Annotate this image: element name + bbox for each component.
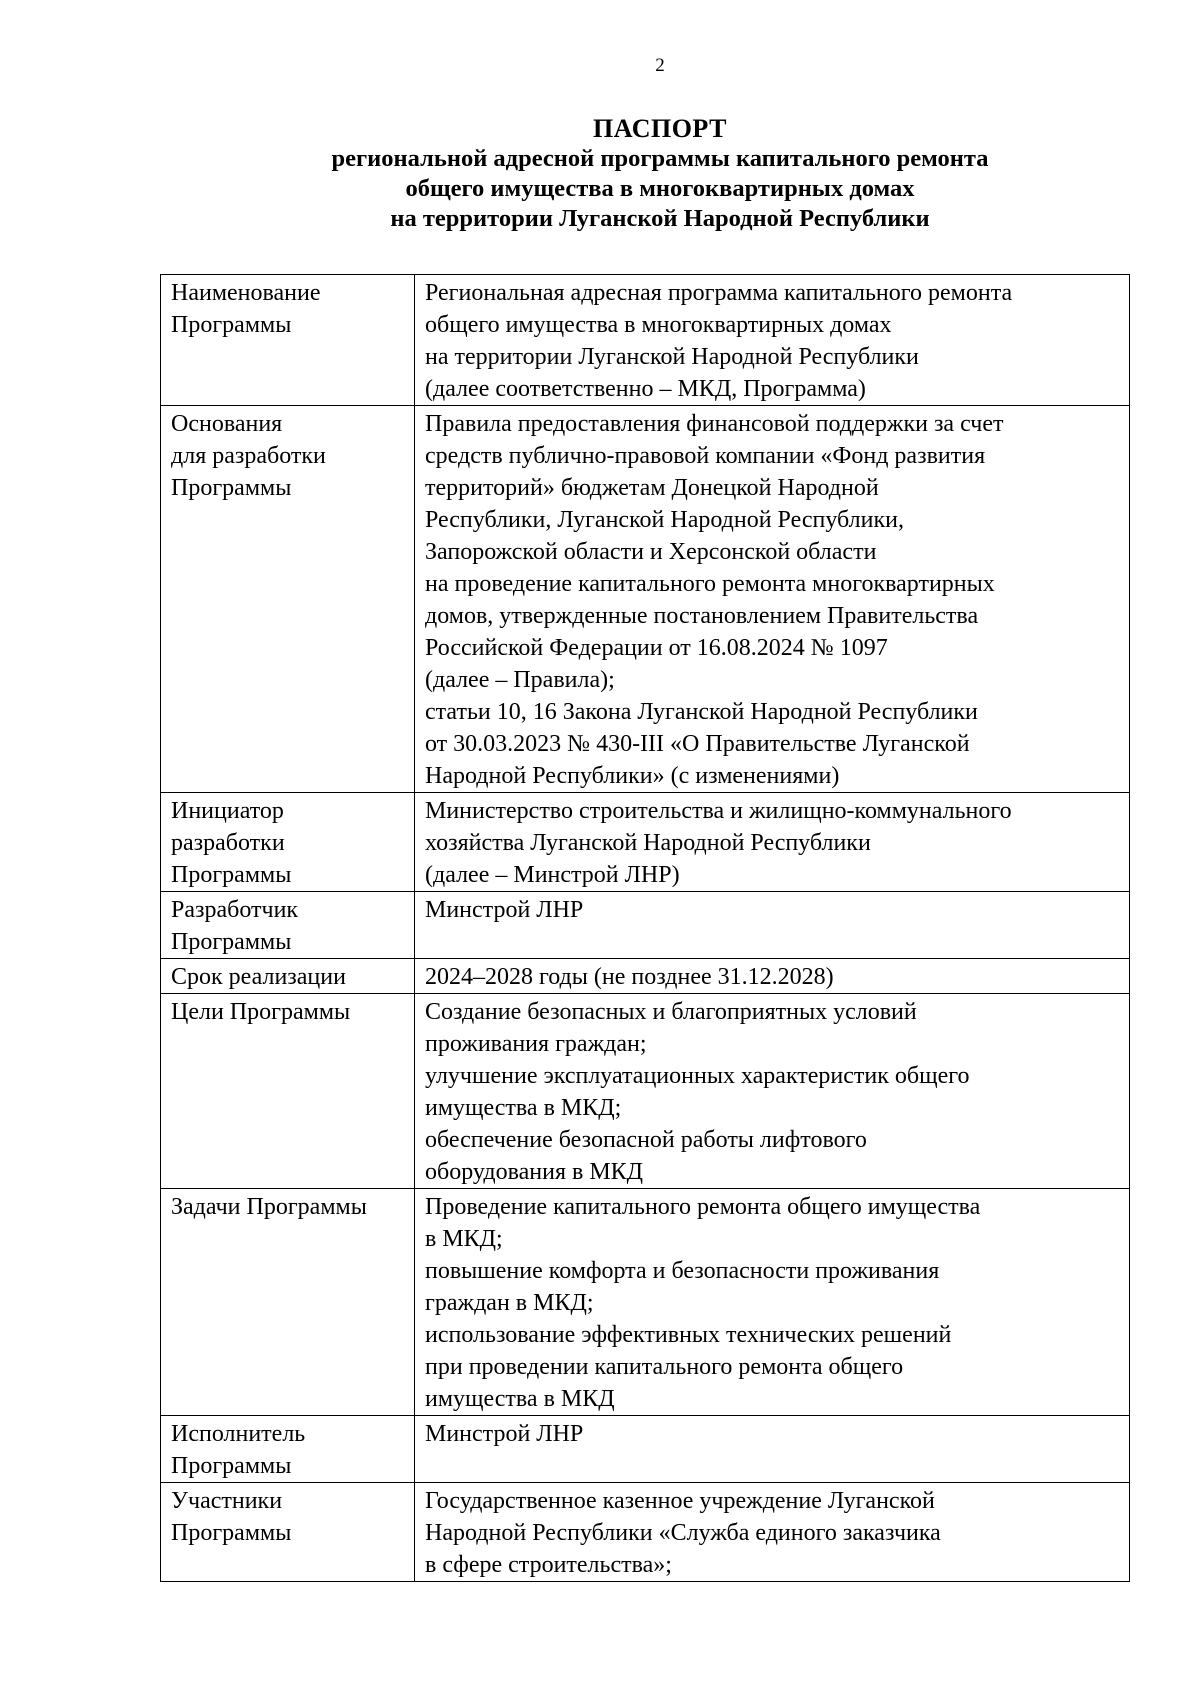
row-label-line: Программы: [171, 1453, 292, 1479]
row-value-line: граждан в МКД;: [425, 1290, 594, 1316]
row-value-cell: [415, 275, 1130, 406]
passport-row: [161, 406, 1130, 793]
passport-row: [161, 1483, 1130, 1582]
row-label-cell: [161, 1416, 415, 1483]
row-value-cell: [415, 793, 1130, 892]
row-value-line: хозяйства Луганской Народной Республики: [425, 830, 871, 856]
row-value-cell: [415, 1416, 1130, 1483]
row-label-cell: [161, 1483, 415, 1582]
row-value-line: территорий» бюджетам Донецкой Народной: [425, 475, 879, 501]
row-value-line: повышение комфорта и безопасности проживания: [425, 1258, 940, 1284]
row-label-line: Исполнитель: [171, 1421, 306, 1447]
row-label-line: для разработки: [171, 443, 326, 469]
row-value-line: улучшение эксплуатационных характеристик общего: [425, 1063, 970, 1089]
document-title: [0, 114, 1200, 234]
row-value-line: общего имущества в многоквартирных домах: [425, 312, 892, 338]
row-label-cell: [161, 892, 415, 959]
row-value-line: Запорожской области и Херсонской области: [425, 539, 877, 565]
row-label-cell: [161, 793, 415, 892]
title-line: на территории Луганской Народной Республики: [390, 205, 930, 232]
passport-table: [160, 274, 1130, 1582]
row-value-line: Правила предоставления финансовой поддержки за счет: [425, 411, 1004, 437]
row-value-line: Создание безопасных и благоприятных условий: [425, 999, 917, 1025]
row-value-line: Государственное казенное учреждение Луганской: [425, 1488, 935, 1514]
row-value-line: Минстрой ЛНР: [425, 1421, 584, 1447]
row-value-cell: [415, 406, 1130, 793]
row-value-cell: [415, 892, 1130, 959]
row-value-line: проживания граждан;: [425, 1031, 647, 1057]
title-heading: ПАСПОРТ: [593, 114, 727, 143]
row-value-line: Народной Республики» (с изменениями): [425, 763, 840, 789]
row-value-line: в сфере строительства»;: [425, 1552, 672, 1578]
row-value-line: средств публично-правовой компании «Фонд развития: [425, 443, 986, 469]
row-value-line: Проведение капитального ремонта общего имущества: [425, 1194, 981, 1220]
page-number: 2: [655, 55, 665, 76]
row-label-line: Инициатор: [171, 798, 284, 824]
row-label-cell: [161, 1189, 415, 1416]
row-value-line: оборудования в МКД: [425, 1159, 644, 1185]
row-value-line: на проведение капитального ремонта многоквартирных: [425, 571, 995, 597]
title-line: общего имущества в многоквартирных домах: [405, 175, 915, 202]
row-label-line: Задачи Программы: [171, 1194, 367, 1220]
row-value-cell: [415, 994, 1130, 1189]
row-label-line: Наименование: [171, 280, 321, 306]
passport-row: [161, 275, 1130, 406]
row-value-line: использование эффективных технических решений: [425, 1322, 952, 1348]
row-label-cell: [161, 994, 415, 1189]
row-label-line: Разработчик: [171, 897, 299, 923]
row-label-line: Основания: [171, 411, 283, 437]
row-label-cell: [161, 959, 415, 994]
row-value-line: Министерство строительства и жилищно-коммунального: [425, 798, 1012, 824]
row-value-line: имущества в МКД: [425, 1386, 615, 1412]
row-label-line: Цели Программы: [171, 999, 351, 1025]
passport-row: [161, 959, 1130, 994]
row-label-cell: [161, 275, 415, 406]
row-value-line: от 30.03.2023 № 430-III «О Правительстве Луганской: [425, 731, 970, 757]
passport-row: [161, 1416, 1130, 1483]
row-value-line: (далее соответственно – МКД, Программа): [425, 376, 866, 402]
row-value-line: Минстрой ЛНР: [425, 897, 584, 923]
row-value-line: Народной Республики «Служба единого заказчика: [425, 1520, 941, 1546]
row-label-line: Программы: [171, 862, 292, 888]
row-value-line: статьи 10, 16 Закона Луганской Народной Республики: [425, 699, 978, 725]
row-value-cell: [415, 959, 1130, 994]
row-value-line: на территории Луганской Народной Республики: [425, 344, 919, 370]
row-label-line: Программы: [171, 929, 292, 955]
row-value-line: Российской Федерации от 16.08.2024 № 1097: [425, 635, 888, 661]
row-value-line: домов, утвержденные постановлением Правительства: [425, 603, 979, 629]
row-label-line: Программы: [171, 312, 292, 338]
row-label-cell: [161, 406, 415, 793]
row-value-line: в МКД;: [425, 1226, 503, 1252]
row-value-cell: [415, 1483, 1130, 1582]
passport-row: [161, 994, 1130, 1189]
row-value-line: имущества в МКД;: [425, 1095, 622, 1121]
row-value-line: 2024–2028 годы (не позднее 31.12.2028): [425, 964, 834, 990]
row-value-line: при проведении капитального ремонта общего: [425, 1354, 904, 1380]
row-label-line: Программы: [171, 475, 292, 501]
row-value-line: обеспечение безопасной работы лифтового: [425, 1127, 867, 1153]
passport-row: [161, 1189, 1130, 1416]
row-value-line: Республики, Луганской Народной Республики,: [425, 507, 904, 533]
passport-table-body: [161, 275, 1130, 1582]
row-value-line: (далее – Правила);: [425, 667, 615, 693]
row-value-line: (далее – Минстрой ЛНР): [425, 862, 680, 888]
row-label-line: Срок реализации: [171, 964, 346, 990]
row-value-cell: [415, 1189, 1130, 1416]
passport-row: [161, 793, 1130, 892]
row-label-line: Программы: [171, 1520, 292, 1546]
row-label-line: Участники: [171, 1488, 283, 1514]
row-value-line: Региональная адресная программа капитального ремонта: [425, 280, 1013, 306]
title-line: региональной адресной программы капитального ремонта: [331, 145, 989, 172]
row-label-line: разработки: [171, 830, 285, 856]
passport-row: [161, 892, 1130, 959]
